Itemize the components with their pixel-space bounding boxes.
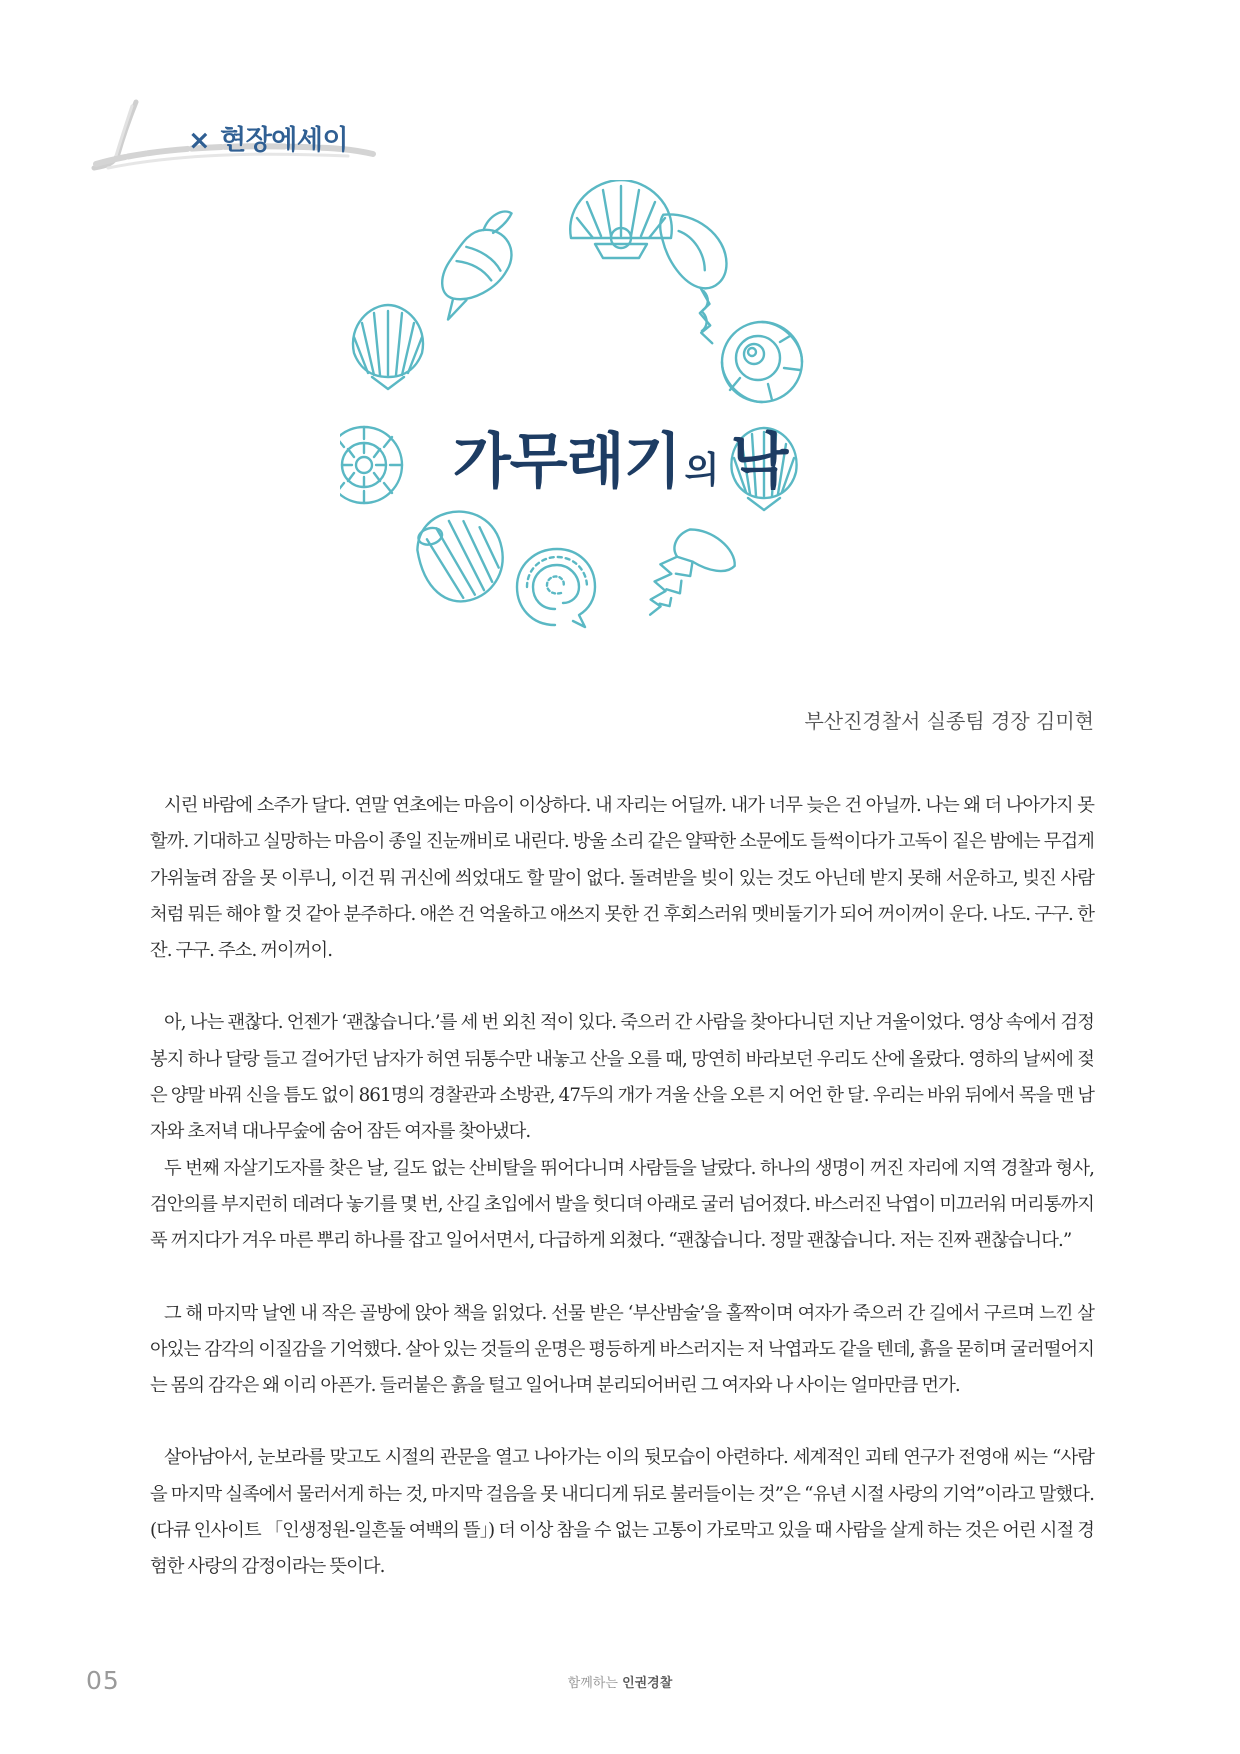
clam-icon <box>410 502 513 610</box>
article-body <box>150 788 1094 1586</box>
paragraph-4: 그 해 마지막 날엔 내 작은 골방에 앉아 책을 읽었다. 선물 받은 ‘부산밤술’을 홀짝이며 여자가 죽으러 간 길에서 구르며 느낀 살아있는 감각의 이질감을 기억했다. 살아 있는 것들의 운명은 평등하게 바스러지는 저 낙엽과도 같을 텐데, 흙을 묻히며 굴러떨어지는 몸의 감각은 왜 이리 아픈가. 들러붙은 흙을 털고 일어나며 분리되어버린 그 여자와 나 사이는 얼마만큼 먼가. <box>150 1302 1094 1397</box>
snail-shell-icon <box>627 209 750 343</box>
section-mark: × <box>188 125 211 156</box>
footer-label-strong: 인권경찰 <box>622 1676 673 1691</box>
nautilus-icon <box>722 322 802 402</box>
title-main: 가무래기 <box>452 427 681 497</box>
title-particle: 의 <box>684 450 719 491</box>
paragraph-3: 두 번째 자살기도자를 찾은 날, 길도 없는 산비탈을 뛰어다니며 사람들을 날랐다. 하나의 생명이 꺼진 자리에 지역 경찰과 형사, 검안의를 부지런히 데려다 놓기를 몇 번, 산길 초입에서 발을 헛디뎌 아래로 굴러 넘어졌다. 바스러진 낙엽이 미끄러워 머리통까지 푹 꺼지다가 겨우 마른 뿌리 하나를 잡고 일어서면서, 다급하게 외쳤다. “괜찮습니다. 정말 괜찮습니다. 저는 진짜 괜찮습니다.” <box>150 1157 1094 1252</box>
section-title: 현장에세이 <box>220 125 349 156</box>
article-title <box>0 414 1240 500</box>
screw-shell-icon <box>639 520 742 638</box>
pearl-clam-icon <box>570 180 672 258</box>
byline: 부산진경찰서 실종팀 경장 김미현 <box>804 709 1094 733</box>
footer-label <box>0 1672 1240 1691</box>
title-tail: 낙 <box>730 427 788 497</box>
spiral-shell-icon <box>517 549 595 627</box>
footer-label-prefix: 함께하는 <box>567 1676 618 1691</box>
scallop-icon <box>353 305 423 389</box>
section-label <box>188 118 348 157</box>
paragraph-5: 살아남아서, 눈보라를 맞고도 시절의 관문을 열고 나아가는 이의 뒷모습이 아련하다. 세계적인 괴테 연구가 전영애 씨는 “사람을 마지막 실족에서 물러서게 하는 것, 마지막 걸음을 못 내디디게 뒤로 불러들이는 것”은 “유년 시절 사랑의 기억”이라고 말했다. (다큐 인사이트 「인생정원-일흔둘 여백의 뜰」) 더 이상 참을 수 없는 고통이 가로막고 있을 때 사람을 살게 하는 것은 어린 시절 경험한 사랑의 감정이라는 뜻이다. <box>150 1447 1094 1578</box>
paragraph-2: 아, 나는 괜찮다. 언젠가 ‘괜찮습니다.’를 세 번 외친 적이 있다. 죽으러 간 사람을 찾아다니던 지난 겨울이었다. 영상 속에서 검정 봉지 하나 달랑 들고 걸어가던 남자가 허연 뒤통수만 내놓고 산을 오를 때, 망연히 바라보던 우리도 산에 올랐다. 영하의 날씨에 젖은 양말 바꿔 신을 틈도 없이 861명의 경찰관과 소방관, 47두의 개가 겨울 산을 오른 지 어언 한 달. 우리는 바위 뒤에서 목을 맨 남자와 초저녁 대나무숲에 숨어 잠든 여자를 찾아냈다. <box>150 1012 1094 1143</box>
paragraph-1: 시린 바람에 소주가 달다. 연말 연초에는 마음이 이상하다. 내 자리는 어딜까. 내가 너무 늦은 건 아닐까. 나는 왜 더 나아가지 못할까. 기대하고 실망하는 마음이 종일 진눈깨비로 내린다. 방울 소리 같은 얄팍한 소문에도 들썩이다가 고독이 짙은 밤에는 무겁게 가위눌려 잠을 못 이루니, 이건 뭐 귀신에 씌었대도 할 말이 없다. 돌려받을 빚이 있는 것도 아닌데 받지 못해 서운하고, 빚진 사람처럼 뭐든 해야 할 것 같아 분주하다. 애쓴 건 억울하고 애쓰지 못한 건 후회스러워 멧비둘기가 되어 꺼이꺼이 운다. 나도. 구구. 한 잔. 구구. 주소. 꺼이꺼이. <box>150 795 1094 962</box>
page-number: 05 <box>86 1666 120 1695</box>
conch-icon <box>420 209 539 320</box>
